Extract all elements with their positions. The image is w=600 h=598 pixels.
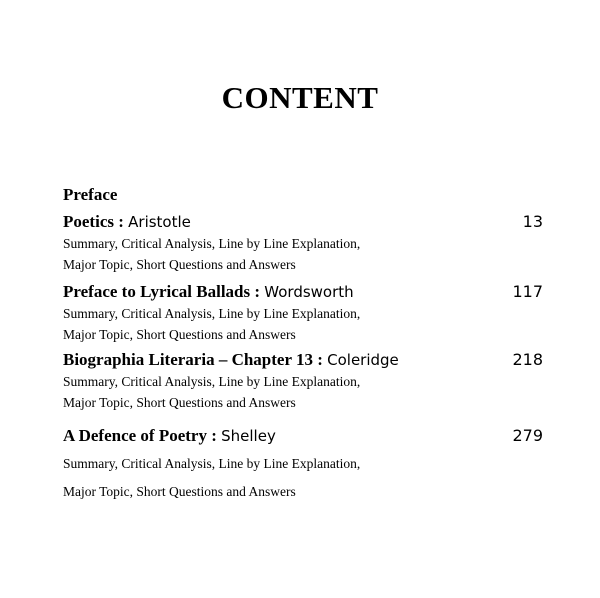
toc-entry-description-line: Major Topic, Short Questions and Answers [63, 257, 296, 272]
toc-entry-heading [63, 211, 543, 233]
toc-entry-author: Aristotle [128, 213, 191, 231]
toc-entry-page-number: 279 [512, 426, 543, 445]
toc-entry-description-line: Major Topic, Short Questions and Answers [63, 395, 296, 410]
toc-entry [63, 425, 543, 506]
toc-entry-heading [63, 425, 543, 447]
toc-entry-description-line: Summary, Critical Analysis, Line by Line Explanation, [63, 236, 361, 251]
toc-entry [63, 281, 543, 345]
toc-entry-title: Biographia Literaria – Chapter 13 : [63, 350, 323, 369]
toc-entry-page-number: 13 [522, 212, 543, 231]
toc-entry-heading [63, 349, 543, 371]
toc-entry-author: Wordsworth [264, 283, 354, 301]
toc-entry-author: Shelley [221, 427, 276, 445]
toc-entry-title: A Defence of Poetry : [63, 426, 217, 445]
toc-entry-title: Poetics : [63, 212, 124, 231]
toc-entry-page-number: 218 [512, 350, 543, 369]
toc-entry [63, 349, 543, 413]
toc-entry-title: Preface to Lyrical Ballads : [63, 282, 261, 301]
toc-entry-description [63, 233, 543, 275]
toc-entry-description [63, 303, 543, 345]
toc-entry [63, 211, 543, 275]
toc-entry-heading [63, 281, 543, 303]
toc-entry-description-line: Major Topic, Short Questions and Answers [63, 484, 296, 499]
toc-entry-page-number: 117 [512, 282, 543, 301]
preface-heading: Preface [63, 185, 118, 204]
page-title: CONTENT [221, 80, 379, 115]
toc-entry-description [63, 450, 543, 506]
toc-entry-description-line: Summary, Critical Analysis, Line by Line Explanation, [63, 306, 361, 321]
toc-entry-description-line: Major Topic, Short Questions and Answers [63, 327, 296, 342]
toc-entry-description-line: Summary, Critical Analysis, Line by Line Explanation, [63, 456, 361, 471]
toc-entry-author: Coleridge [327, 351, 399, 369]
toc-entry-description-line: Summary, Critical Analysis, Line by Line Explanation, [63, 374, 361, 389]
toc-entry-description [63, 371, 543, 413]
